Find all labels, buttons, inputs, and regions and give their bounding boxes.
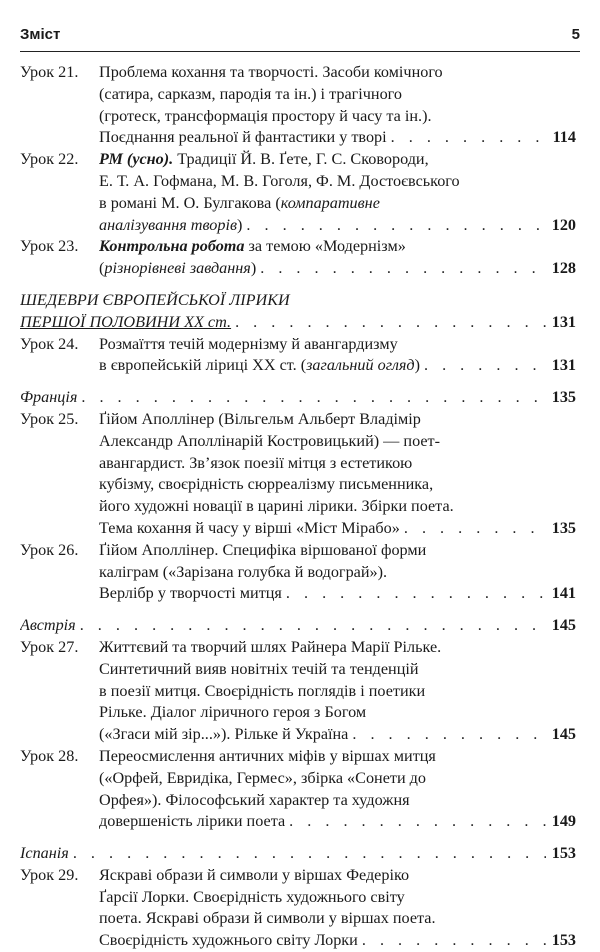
lesson-label: Урок 22. <box>20 150 79 169</box>
subsection-austria: Австрія . . . 145 <box>20 615 576 637</box>
toc-page-number: 114 <box>552 128 576 147</box>
leader-dots <box>80 615 546 637</box>
toc-page-number: 135 <box>551 388 576 407</box>
toc-entry-26: Урок 26. Ґійом Аполлінер. Специфіка віршованої форми <box>20 540 576 562</box>
leader-dots <box>73 843 546 865</box>
toc-page-number: 131 <box>551 356 576 375</box>
toc-page-number: 145 <box>551 725 576 744</box>
toc-page-number: 141 <box>551 584 576 603</box>
toc-entry-23: Урок 23. Контрольна робота за темою «Модернізм» <box>20 236 576 258</box>
running-header <box>20 26 580 50</box>
leader-dots <box>246 215 545 237</box>
toc-page-number: 128 <box>551 259 576 278</box>
toc-page-number: 153 <box>551 931 576 950</box>
leader-dots <box>286 583 546 605</box>
table-of-contents: Урок 21. Проблема кохання та творчості. Засоби комічного (сатира, сарказм, пародія та ін.) і трагічного (гротеск, трансформація простору й часу та ін.). Поєднання реальної й фантастики у творі . . . 114 Урок 22. РМ (усно). Традиції Й. В. Ґете, Г. С. Сковороди, Е. Т. А. Гофмана, М. В. Гоголя, Ф. М. Достоєвського в романі М. О. Булгакова (компаративне аналізування творів) . . . 120 Урок 23. Контрольна робота за темою «Модернізм» (різнорівневі завдання) . . . 128 ШЕДЕВРИ ЄВРОПЕЙСЬКОЇ ЛІРИКИ ПЕРШОЇ ПОЛОВИНИ XX ст. . . . 131 Урок 24. Розмаїття течій модернізму й авангардизму в європейській ліриці XX ст. (загальний огляд) . . . 131 Франція . . . 135 Урок 25. Ґійом Аполлінер (Вільгельм Альберт Владімір Александр Аполлінарій Костровицький) — поет- авангардист. Зв’язок поезії мітця з естетикою кубізму, своєрідність сюрреалізму письменника, його художні новації в царині лірики. Збірки поета. Тема кохання й часу у вірші «Міст Мірабо» . . . 135 Урок 26. Ґійом Аполлінер. Специфіка віршованої форми каліграм («Зарізана голубка й водограй»). Верлібр у творчості митця . . . 141 Австрія . . . 145 Урок 27. Життєвий та творчий шлях Райнера Марії Рільке. Синтетичний вияв новітніх течій та тенденцій в поезії митця. Своєрідність поглядів і поетики Рільке. Діалог ліричного героя з Богом («Згаси мій зір...»). Рільке й Україна . . . 145 Урок 28. Переосмислення античних міфів у віршах митця («Орфей, Евридіка, Гермес», збірка «Сонети до Орфея»). Філософський характер та художня довершеність лірики поета . . . 149 Іспанія . . . 153 Урок 29. Яскраві образи й символи у віршах Федеріко Ґарсії Лорки. Своєрідність художнього світу поета. Яскраві образи й символи у віршах поета. Своєрідність художнього світу Лорки . . . 153 <box>20 62 576 952</box>
toc-page-number: 120 <box>551 215 576 234</box>
leader-dots <box>362 930 546 952</box>
toc-entry-29: Урок 29. Яскраві образи й символи у віршах Федеріко <box>20 865 576 887</box>
lesson-label: Урок 27. <box>20 637 79 656</box>
toc-entry-21: Урок 21. Проблема кохання та творчості. Засоби комічного <box>20 62 576 84</box>
lesson-label: Урок 24. <box>20 334 79 353</box>
leader-dots <box>260 258 546 280</box>
toc-page-number: 149 <box>551 812 576 831</box>
toc-entry-28: Урок 28. Переосмислення античних міфів у віршах митця <box>20 746 576 768</box>
lesson-label: Урок 23. <box>20 237 79 256</box>
lesson-label: Урок 21. <box>20 63 79 81</box>
leader-dots <box>424 355 546 377</box>
leader-dots <box>235 312 546 334</box>
header-title: Зміст <box>20 26 61 43</box>
leader-dots <box>81 387 545 409</box>
leader-dots <box>352 724 545 746</box>
toc-entry-27: Урок 27. Життєвий та творчий шлях Райнера Марії Рільке. <box>20 637 576 659</box>
toc-entry-22: Урок 22. РМ (усно). Традиції Й. В. Ґете, Г. С. Сковороди, <box>20 149 576 171</box>
lesson-label: Урок 28. <box>20 746 79 765</box>
subsection-france: Франція . . . 135 <box>20 387 576 409</box>
lesson-label: Урок 29. <box>20 865 79 884</box>
toc-page-number: 135 <box>551 518 576 537</box>
toc-entry-24: Урок 24. Розмаїття течій модернізму й авангардизму <box>20 334 576 356</box>
leader-dots <box>391 127 547 149</box>
subsection-spain: Іспанія . . . 153 <box>20 843 576 865</box>
toc-page-number: 145 <box>551 616 576 635</box>
toc-entry-25: Урок 25. Ґійом Аполлінер (Вільгельм Альберт Владімір <box>20 409 576 431</box>
lesson-label: Урок 26. <box>20 540 79 559</box>
toc-page-number: 131 <box>551 312 576 331</box>
leader-dots <box>404 518 546 540</box>
header-rule <box>20 51 580 52</box>
section-heading: ШЕДЕВРИ ЄВРОПЕЙСЬКОЇ ЛІРИКИ <box>20 290 290 309</box>
toc-page-number: 153 <box>551 844 576 863</box>
page-number: 5 <box>571 26 580 43</box>
lesson-label: Урок 25. <box>20 409 79 428</box>
leader-dots <box>289 811 546 833</box>
